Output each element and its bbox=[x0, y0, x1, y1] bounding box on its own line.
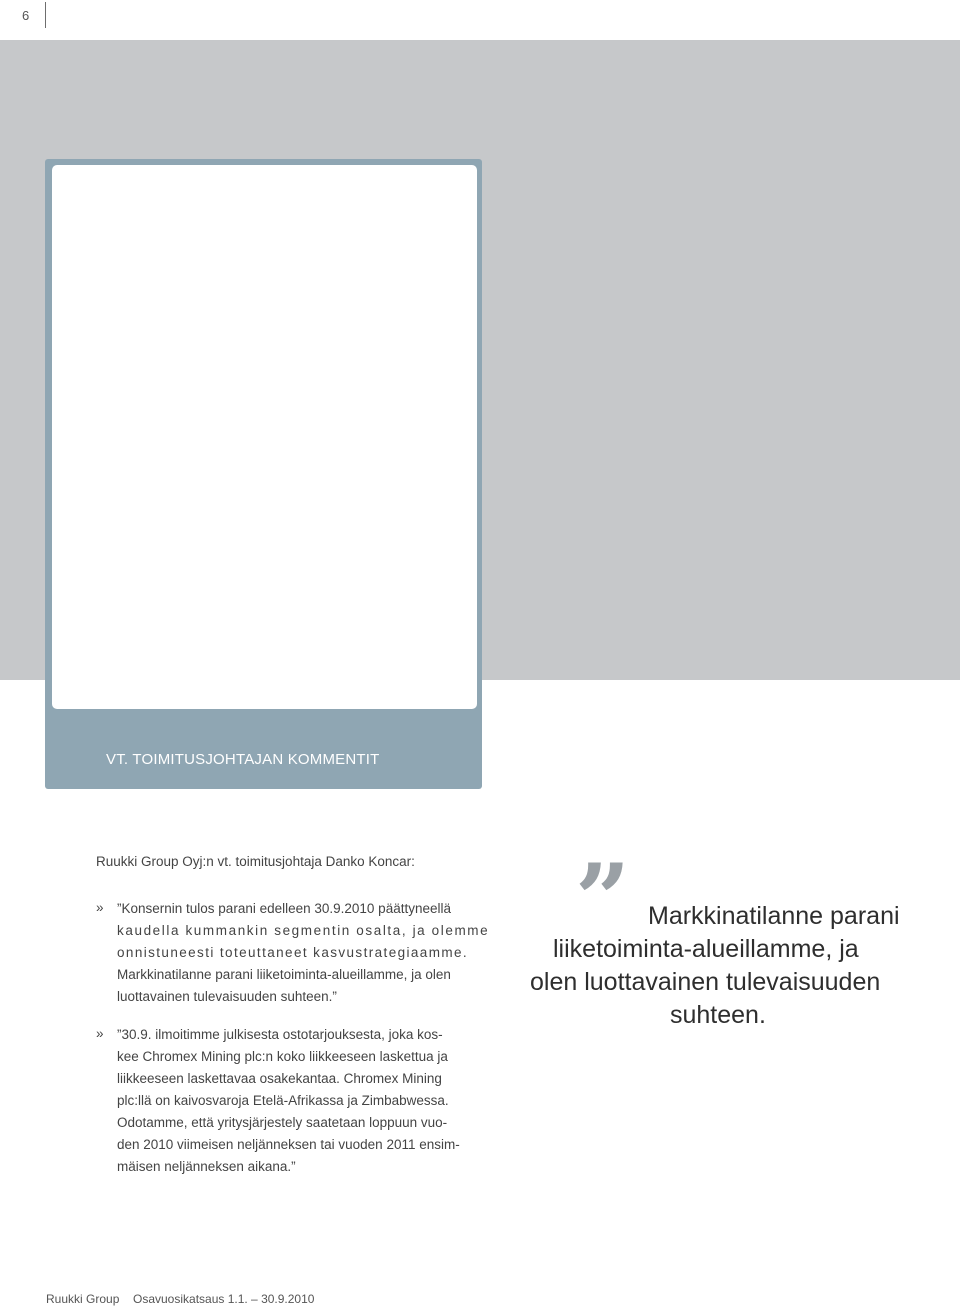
bullet-text-line: onnistuneesti toteuttaneet kasvustrategiaamme. bbox=[117, 945, 469, 960]
bullet-text-line: Markkinatilanne parani liiketoiminta-alueillamme, ja olen bbox=[117, 967, 451, 982]
section-title: VT. TOIMITUSJOHTAJAN KOMMENTIT bbox=[106, 751, 380, 768]
portrait-photo bbox=[52, 165, 477, 709]
bullet-mark: » bbox=[96, 1026, 104, 1041]
pull-quote-line: liiketoiminta-alueillamme, ja bbox=[553, 935, 859, 963]
photo-frame bbox=[45, 159, 482, 789]
bullet-text-line: plc:llä on kaivosvaroja Etelä-Afrikassa ja Zimbabwessa. bbox=[117, 1093, 449, 1108]
pull-quote-line: olen luottavainen tulevaisuuden bbox=[530, 968, 881, 996]
intro-text: Ruukki Group Oyj:n vt. toimitusjohtaja Danko Koncar: bbox=[96, 854, 415, 869]
quote-mark-icon: ” bbox=[575, 843, 631, 956]
bullet-mark: » bbox=[96, 900, 104, 915]
bullet-text-line: kaudella kummankin segmentin osalta, ja olemme bbox=[117, 923, 490, 938]
header-divider bbox=[45, 2, 46, 28]
pull-quote-line: Markkinatilanne parani bbox=[648, 902, 900, 930]
footer-company: Ruukki Group bbox=[46, 1292, 120, 1306]
bullet-text-line: mäisen neljänneksen aikana.” bbox=[117, 1159, 296, 1174]
bullet-text-line: luottavainen tulevaisuuden suhteen.” bbox=[117, 989, 337, 1004]
bullet-text-line: Odotamme, että yritysjärjestely saatetaan loppuun vuo- bbox=[117, 1115, 448, 1130]
bullet-text-line: ”30.9. ilmoitimme julkisesta ostotarjouksesta, joka kos- bbox=[117, 1027, 443, 1042]
bullet-text-line: ”Konsernin tulos parani edelleen 30.9.2010 päättyneellä bbox=[117, 901, 451, 916]
footer-report-title: Osavuosikatsaus 1.1. – 30.9.2010 bbox=[133, 1292, 315, 1306]
bullet-text-line: liikkeeseen laskettavaa osakekantaa. Chromex Mining bbox=[117, 1071, 442, 1086]
bullet-text-line: den 2010 viimeisen neljänneksen tai vuoden 2011 ensim- bbox=[117, 1137, 460, 1152]
page-number: 6 bbox=[22, 8, 30, 23]
bullet-text-line: kee Chromex Mining plc:n koko liikkeeseen laskettua ja bbox=[117, 1049, 448, 1064]
pull-quote-line: suhteen. bbox=[670, 1001, 766, 1029]
